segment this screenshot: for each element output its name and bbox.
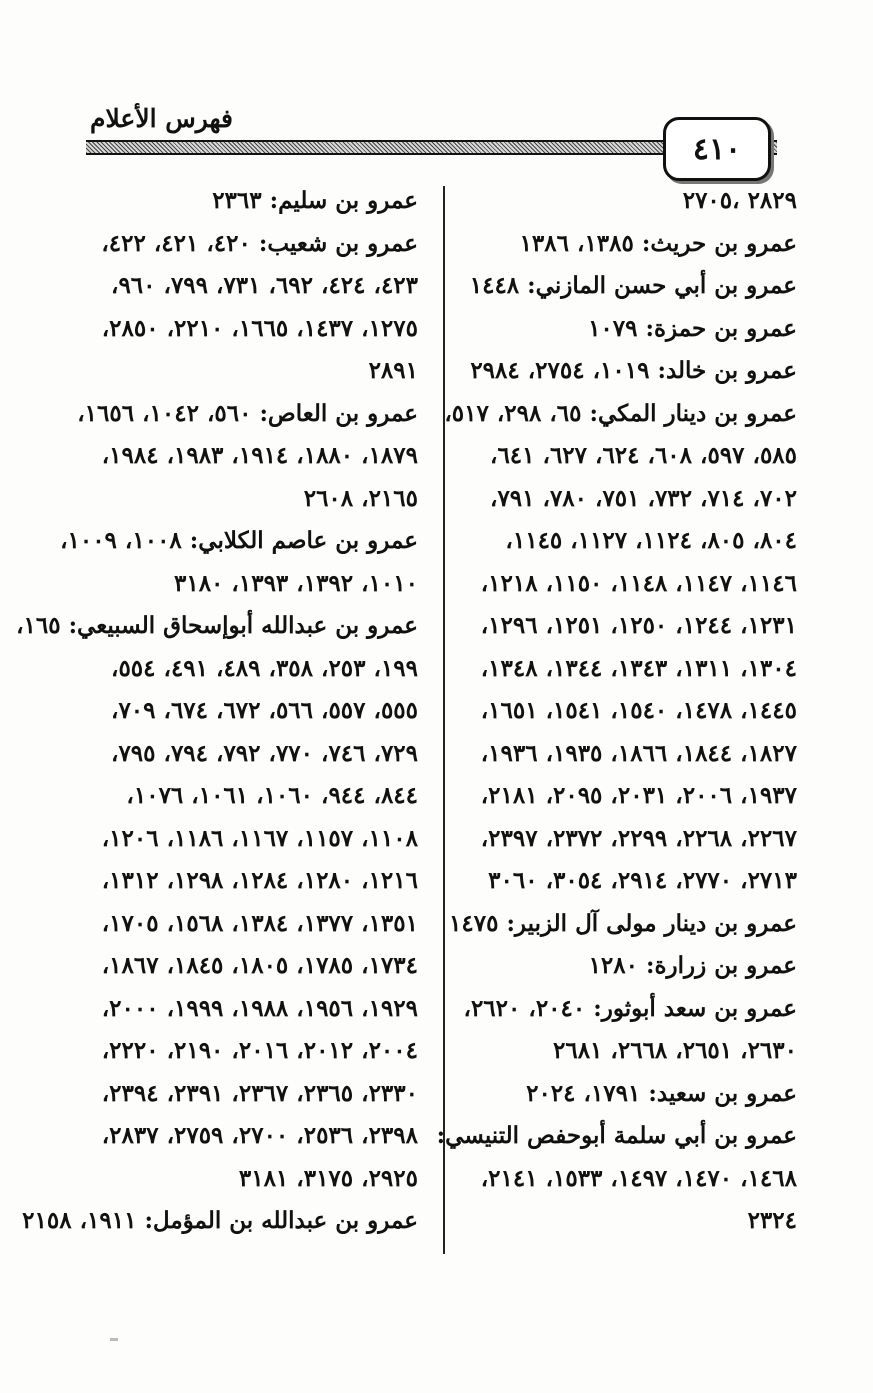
index-line: ٢٢٦٧، ٢٢٦٨، ٢٢٩٩، ٢٣٧٢، ٢٣٩٧،: [480, 824, 797, 852]
page-header: [0, 0, 873, 170]
index-line: ١٠١٠، ١٣٩٢، ١٣٩٣، ٣١٨٠: [174, 569, 418, 597]
index-line: ٥٨٥، ٥٩٧، ٦٠٨، ٦٢٤، ٦٢٧، ٦٤١،: [490, 442, 797, 469]
index-line: ٢٩٢٥، ٣١٧٥، ٣١٨١: [238, 1164, 418, 1192]
index-line: ١١٤٦، ١١٤٧، ١١٤٨، ١١٥٠، ١٢١٨،: [480, 569, 797, 597]
index-line: عمرو بن دينار المكي: ٦٥، ٢٩٨، ٥١٧،: [444, 399, 797, 427]
right-column: [436, 180, 797, 1243]
index-line: ٥٥٥، ٥٥٧، ٥٦٦، ٦٧٢، ٦٧٤، ٧٠٩،: [111, 697, 418, 724]
index-line: عمرو بن سليم: ٢٣٦٣: [212, 187, 418, 214]
index-line: ٢١٦٥، ٢٦٠٨: [303, 484, 418, 512]
index-line: عمرو بن حريث: ١٣٨٥، ١٣٨٦: [519, 229, 797, 257]
index-line: ٢٣٢٤: [747, 1207, 797, 1234]
index-line: ١٤٤٥، ١٤٧٨، ١٥٤٠، ١٥٤١، ١٦٥١،: [480, 697, 797, 724]
index-line: عمرو بن حمزة: ١٠٧٩: [588, 314, 797, 342]
index-line: عمرو بن عبدالله بن المؤمل: ١٩١١، ٢١٥٨: [22, 1207, 418, 1234]
index-line: ١٢٣١، ١٢٤٤، ١٢٥٠، ١٢٥١، ١٢٩٦،: [480, 612, 797, 639]
index-line: ١٩٣٧، ٢٠٠٦، ٢٠٣١، ٢٠٩٥، ٢١٨١،: [480, 782, 797, 809]
index-line: ١٤٦٨، ١٤٧٠، ١٤٩٧، ١٥٣٣، ٢١٤١،: [480, 1164, 797, 1192]
index-line: ١٩٩، ٢٥٣، ٣٥٨، ٤٨٩، ٤٩١، ٥٥٤،: [111, 654, 418, 682]
index-line: عمرو بن أبي حسن المازني: ١٤٤٨: [469, 272, 797, 299]
index-line: ١٩٢٩، ١٩٥٦، ١٩٨٨، ١٩٩٩، ٢٠٠٠،: [101, 994, 418, 1022]
index-line: ١٢١٦، ١٢٨٠، ١٢٨٤، ١٢٩٨، ١٣١٢،: [101, 867, 418, 894]
left-column: [16, 180, 418, 1243]
page-number: ٤١٠: [692, 131, 742, 167]
scan-mark: [110, 1338, 118, 1341]
index-line: عمرو بن سعد أبوثور: ٢٠٤٠، ٢٦٢٠،: [463, 994, 797, 1022]
index-line: ٢٨٩١: [368, 357, 418, 384]
index-line: ٢٠٠٤، ٢٠١٢، ٢٠١٦، ٢١٩٠، ٢٢٢٠،: [101, 1037, 418, 1064]
index-line: ١١٠٨، ١١٥٧، ١١٦٧، ١١٨٦، ١٢٠٦،: [101, 824, 418, 852]
index-line: عمرو بن سعيد: ١٧٩١، ٢٠٢٤: [526, 1079, 797, 1107]
index-line: عمرو بن عاصم الكلابي: ١٠٠٨، ١٠٠٩،: [60, 527, 418, 554]
index-line: ٢٨٢٩ ،٢٧٠٥: [682, 187, 797, 214]
index-line: ٧٠٢، ٧١٤، ٧٣٢، ٧٥١، ٧٨٠، ٧٩١،: [490, 484, 797, 512]
index-line: ١٣٥١، ١٣٧٧، ١٣٨٤، ١٥٦٨، ١٧٠٥،: [101, 909, 418, 937]
index-line: ٤٢٣، ٤٢٤، ٦٩٢، ٧٣١، ٧٩٩، ٩٦٠،: [111, 272, 418, 299]
index-line: ١٢٧٥، ١٤٣٧، ١٦٦٥، ٢٢١٠، ٢٨٥٠،: [101, 314, 418, 342]
index-line: ٢٣٣٠، ٢٣٦٥، ٢٣٦٧، ٢٣٩١، ٢٣٩٤،: [101, 1079, 418, 1107]
index-line: عمرو بن أبي سلمة أبوحفص التنيسي:: [436, 1122, 797, 1149]
index-line: عمرو بن عبدالله أبوإسحاق السبيعي: ١٦٥،: [16, 612, 418, 639]
page-number-box: [663, 117, 771, 181]
page-title: فهرس الأعلام: [90, 104, 234, 133]
index-line: ١٨٧٩، ١٨٨٠، ١٩١٤، ١٩٨٣، ١٩٨٤،: [101, 442, 418, 469]
index-line: ١٧٣٤، ١٧٨٥، ١٨٠٥، ١٨٤٥، ١٨٦٧،: [101, 952, 418, 979]
index-line: عمرو بن شعيب: ٤٢٠، ٤٢١، ٤٢٢،: [101, 229, 418, 257]
index-line: عمرو بن العاص: ٥٦٠، ١٠٤٢، ١٦٥٦،: [77, 399, 418, 427]
index-line: عمرو بن زرارة: ١٢٨٠: [588, 952, 797, 979]
index-line: ٧٢٩، ٧٤٦، ٧٧٠، ٧٩٢، ٧٩٤، ٧٩٥،: [111, 739, 418, 767]
index-line: ٢٦٣٠، ٢٦٥١، ٢٦٦٨، ٢٦٨١: [553, 1037, 797, 1064]
column-divider: [443, 186, 445, 1254]
index-line: عمرو بن خالد: ١٠١٩، ٢٧٥٤، ٢٩٨٤: [470, 357, 797, 384]
index-line: ٢٣٩٨، ٢٥٣٦، ٢٧٠٠، ٢٧٥٩، ٢٨٣٧،: [101, 1122, 418, 1149]
index-line: ٨٤٤، ٩٤٤، ١٠٦٠، ١٠٦١، ١٠٧٦،: [126, 782, 418, 809]
index-line: ٨٠٤، ٨٠٥، ١١٢٤، ١١٢٧، ١١٤٥،: [505, 527, 797, 554]
index-line: عمرو بن دينار مولى آل الزبير: ١٤٧٥: [449, 909, 797, 937]
index-line: ٢٧١٣، ٢٧٧٠، ٢٩١٤، ٣٠٥٤، ٣٠٦٠: [488, 867, 797, 894]
index-line: ١٣٠٤، ١٣١١، ١٣٤٣، ١٣٤٤، ١٣٤٨،: [480, 654, 797, 682]
index-line: ١٨٢٧، ١٨٤٤، ١٨٦٦، ١٩٣٥، ١٩٣٦،: [480, 739, 797, 767]
